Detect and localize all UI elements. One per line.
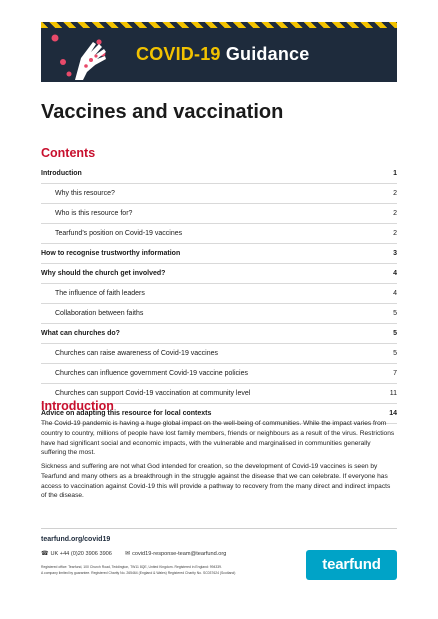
banner-title: [136, 44, 309, 65]
toc-item-page: 5: [393, 350, 397, 357]
toc-item[interactable]: [41, 324, 397, 344]
toc-item[interactable]: [41, 224, 397, 244]
introduction-heading: Introduction: [41, 399, 114, 413]
toc-item-page: 11: [389, 390, 397, 397]
toc-item[interactable]: [41, 184, 397, 204]
toc-item-page: 4: [393, 270, 397, 277]
toc-item[interactable]: [41, 364, 397, 384]
toc-item-page: 2: [393, 230, 397, 237]
toc-item-page: 2: [393, 190, 397, 197]
toc-item[interactable]: [41, 284, 397, 304]
toc-item-label: Tearfund’s position on Covid-19 vaccines: [55, 230, 183, 237]
toc-item-label: The influence of faith leaders: [55, 290, 145, 297]
toc-item-label: Why should the church get involved?: [41, 270, 166, 277]
tearfund-logo: tearfund: [306, 550, 397, 580]
footer-contact: [41, 550, 226, 557]
toc-item-page: 3: [393, 250, 397, 257]
footer-phone[interactable]: UK +44 (0)20 3906 3906: [50, 551, 112, 557]
toc-item-label: Who is this resource for?: [55, 210, 133, 217]
banner-title-covid: COVID-19: [136, 44, 221, 64]
email-icon: ✉: [125, 551, 131, 557]
toc-item-page: 1: [393, 170, 397, 177]
introduction-paragraph: Sickness and suffering are not what God intended for creation, so the development of Covid-19 vaccines is seen by Tearfund and many others as a breakthrough in the struggle against the disease that we can celebrate. If everyone has access to vaccination against Covid-19 this will provide a pathway to recovery from the many direct and indirect impacts of the disease.: [41, 463, 391, 500]
toc-item-page: 5: [393, 310, 397, 317]
toc-item[interactable]: [41, 344, 397, 364]
footer-legal-line: Registered office: Tearfund, 100 Church Road, Teddington, TW11 8QE, United Kingdom. Registered in England: 994339.: [41, 565, 223, 569]
toc-item-label: Churches can influence government Covid-19 vaccine policies: [55, 370, 248, 377]
toc-item-page: 4: [393, 290, 397, 297]
banner-title-guidance: Guidance: [225, 44, 310, 64]
toc-item-label: Introduction: [41, 170, 82, 177]
page-title: Vaccines and vaccination: [41, 101, 284, 123]
toc-item-label: Churches can support Covid-19 vaccination at community level: [55, 390, 251, 397]
toc-item-label: Advice on adapting this resource for local contexts: [41, 410, 212, 417]
toc-item[interactable]: [41, 204, 397, 224]
toc-item[interactable]: [41, 164, 397, 184]
toc-item-page: 2: [393, 210, 397, 217]
toc-item[interactable]: [41, 264, 397, 284]
toc-item-page: 5: [393, 330, 397, 337]
footer-email[interactable]: covid19-response-team@tearfund.org: [132, 551, 227, 557]
toc-item-label: Churches can raise awareness of Covid-19 vaccines: [55, 350, 219, 357]
guidance-banner: [41, 22, 397, 82]
footer-divider: [41, 528, 397, 529]
phone-icon: ☎: [41, 551, 49, 557]
footer-url-link[interactable]: tearfund.org/covid19: [41, 536, 111, 543]
toc-item-label: Why this resource?: [55, 190, 115, 197]
toc-item-page: 7: [393, 370, 397, 377]
table-of-contents: [41, 164, 397, 424]
introduction-paragraph: The Covid-19 pandemic is having a huge global impact on the well-being of communities. While the impact varies from country to country, millions of people have lost family members, friends or neighbours as a result of the virus. Restrictions have had significant social and economic impacts, with the vulnerable and marginalised in communities generally suffering the most.: [41, 420, 395, 457]
toc-item-label: Collaboration between faiths: [55, 310, 144, 317]
hand-virus-icon: [41, 28, 131, 82]
toc-item[interactable]: [41, 304, 397, 324]
contents-heading: Contents: [41, 146, 96, 160]
toc-item[interactable]: [41, 244, 397, 264]
toc-item-label: How to recognise trustworthy information: [41, 250, 181, 257]
toc-item-page: 14: [389, 410, 397, 417]
footer-legal-line: A company limited by guarantee. Registered Charity No. 265464 (England & Wales) Registered Charity No. SC037624 (Scotland): [41, 571, 236, 575]
toc-item-label: What can churches do?: [41, 330, 120, 337]
